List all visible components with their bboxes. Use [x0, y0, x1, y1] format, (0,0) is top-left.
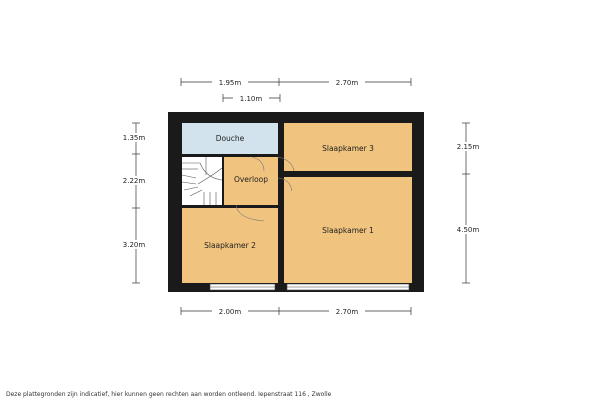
overloop-label: Overloop — [233, 175, 269, 184]
dim-right-top: 2.15m — [456, 143, 480, 151]
dim-left-bottom: 3.20m — [122, 241, 146, 249]
slaapkamer-2-label: Slaapkamer 2 — [204, 241, 256, 250]
dim-top-inner: 1.10m — [239, 95, 263, 103]
dim-top-left: 1.95m — [218, 79, 242, 87]
dim-top-right: 2.70m — [335, 79, 359, 87]
dim-bottom-right: 2.70m — [335, 308, 359, 316]
dim-right-bottom: 4.50m — [456, 226, 480, 234]
dim-left-middle: 2.22m — [122, 177, 146, 185]
dim-bottom-left: 2.00m — [218, 308, 242, 316]
dim-left-top: 1.35m — [122, 134, 146, 142]
slaapkamer-1-label: Slaapkamer 1 — [322, 226, 374, 235]
slaapkamer-3-label: Slaapkamer 3 — [322, 144, 374, 153]
douche-label: Douche — [215, 134, 245, 143]
disclaimer-text: Deze plattegronden zijn indicatief, hier kunnen geen rechten aan worden ontleend. Iepenstraat 116 , Zwolle — [6, 391, 332, 398]
